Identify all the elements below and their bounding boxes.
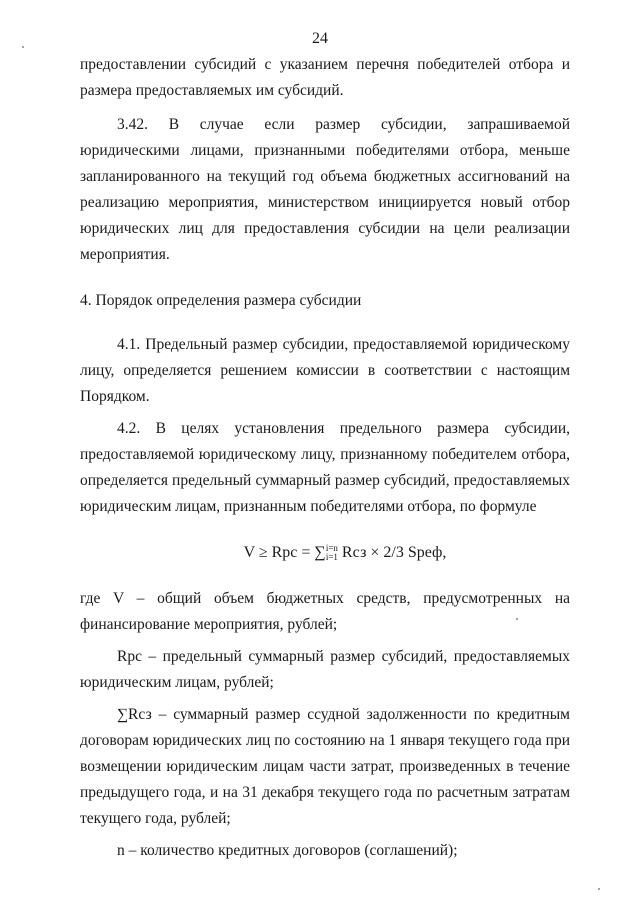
paragraph-3-42: 3.42. В случае если размер субсидии, запрашиваемой юридическими лицами, признанными победителями отбора, меньше запланированного на текущий год объема бюджетных ассигнований на реализацию мероприятия, министерством инициируется новый отбор юридических лиц для предоставления субсидии на цели реализации мероприятия. (80, 116, 570, 263)
scan-speck (22, 46, 24, 48)
definition-v: где V – общий объем бюджетных средств, предусмотренных на финансирование мероприятия, рублей; (80, 590, 570, 633)
formula-left: V ≥ Rрс = (243, 544, 315, 561)
section-heading: 4. Порядок определения размера субсидии (80, 292, 362, 309)
page-number: 24 (312, 30, 328, 47)
formula-sum-upper: i=n (325, 543, 338, 554)
paragraph-intro: предоставлении субсидий с указанием перечня победителей отбора и размера предоставляемых им субсидий. (80, 56, 570, 99)
definition-rcz: ∑Rсз – суммарный размер ссудной задолженности по кредитным договорам юридических лиц по состоянию на 1 января текущего года при возмещении юридическим лицам части затрат, произведенных в течение предыдущего года, и на 31 декабря текущего года по расчетным затратам текущего года, рублей; (80, 706, 570, 827)
formula-right: Rсз × 2/3 Sреф, (337, 544, 447, 561)
definition-rpc: Rрс – предельный суммарный размер субсидий, предоставляемых юридическим лицам, рублей; (80, 648, 570, 691)
formula-sum-symbol: ∑ (314, 544, 326, 561)
definition-n: n – количество кредитных договоров (соглашений); (117, 842, 458, 859)
formula-sum-lower: i=1 (325, 552, 338, 563)
scan-speck (516, 618, 518, 620)
paragraph-4-2: 4.2. В целях установления предельного размера субсидии, предоставляемой юридическому лицу, признанному победителем отбора, определяется предельный суммарный размер субсидий, предоставляемых юридическим лицам, признанным победителями отбора, по формуле (80, 420, 570, 515)
formula (80, 540, 570, 566)
formula-sum-limits (326, 544, 338, 562)
paragraph-4-1: 4.1. Предельный размер субсидии, предоставляемой юридическому лицу, определяется решением комиссии в соответствии с настоящим Порядком. (80, 336, 570, 405)
scan-speck (598, 888, 600, 890)
document-body (80, 52, 570, 870)
